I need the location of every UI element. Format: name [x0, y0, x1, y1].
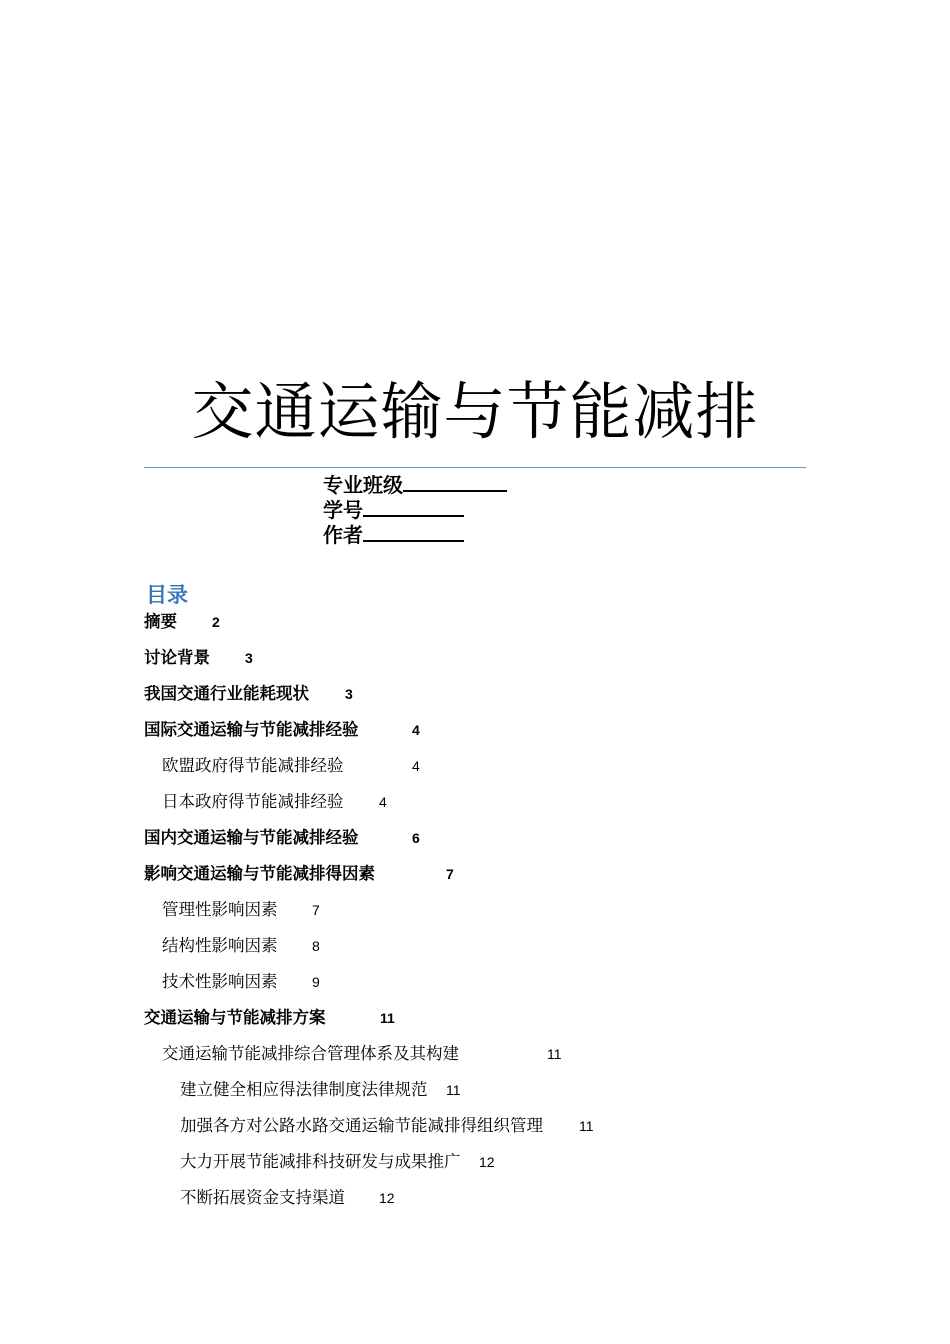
toc-entry-page: 11 [579, 1118, 594, 1134]
toc-entry[interactable] [144, 682, 353, 706]
toc-entry-label: 国际交通运输与节能减排经验 [144, 720, 359, 739]
toc-entry-label: 日本政府得节能减排经验 [162, 792, 344, 811]
toc-entry[interactable] [144, 862, 454, 886]
toc-entry[interactable] [180, 1150, 495, 1174]
toc-entry-label: 讨论背景 [144, 648, 210, 667]
document-title: 交通运输与节能减排 [191, 375, 759, 448]
toc-entry[interactable] [162, 898, 320, 922]
toc-entry[interactable] [162, 790, 387, 814]
toc-entry-label: 不断拓展资金支持渠道 [180, 1188, 345, 1207]
toc-entry-page: 12 [379, 1190, 395, 1206]
toc-entry-page: 2 [212, 614, 220, 630]
toc-entry-page: 7 [312, 902, 320, 918]
toc-entry[interactable] [162, 970, 320, 994]
student-id-blank [363, 495, 464, 517]
toc-entry-page: 4 [412, 722, 420, 738]
toc-entry-label: 加强各方对公路水路交通运输节能减排得组织管理 [180, 1116, 543, 1135]
toc-entry-page: 11 [547, 1046, 562, 1062]
info-label-author: 作者 [323, 523, 363, 547]
toc-entry-label: 技术性影响因素 [162, 972, 278, 991]
toc-entry-label: 大力开展节能减排科技研发与成果推广 [180, 1152, 461, 1171]
toc-entry-page: 9 [312, 974, 320, 990]
toc-entry-page: 11 [380, 1010, 395, 1026]
toc-entry[interactable] [162, 1042, 562, 1066]
info-label-student-id: 学号 [323, 498, 363, 522]
toc-entry-page: 3 [245, 650, 253, 666]
toc-heading: 目录 [146, 583, 188, 607]
toc-entry-page: 7 [446, 866, 454, 882]
toc-entry[interactable] [144, 826, 420, 850]
toc-entry-page: 4 [412, 758, 420, 774]
toc-entry-label: 交通运输节能减排综合管理体系及其构建 [162, 1044, 459, 1063]
toc-entry[interactable] [144, 610, 220, 634]
info-line-student-id [323, 495, 464, 523]
major-class-blank [403, 470, 507, 492]
info-line-major-class [323, 470, 507, 498]
toc-entry[interactable] [180, 1078, 461, 1102]
toc-entry[interactable] [162, 754, 420, 778]
toc-entry-label: 国内交通运输与节能减排经验 [144, 828, 359, 847]
toc-entry-label: 交通运输与节能减排方案 [144, 1008, 326, 1027]
title-divider [144, 467, 806, 468]
toc-entry-label: 欧盟政府得节能减排经验 [162, 756, 344, 775]
toc-entry-page: 11 [446, 1082, 461, 1098]
toc-entry[interactable] [144, 646, 253, 670]
toc-entry-page: 3 [345, 686, 353, 702]
toc-entry-label: 我国交通行业能耗现状 [144, 684, 309, 703]
toc-entry[interactable] [144, 718, 420, 742]
info-label-major-class: 专业班级 [323, 473, 403, 497]
toc-entry-label: 影响交通运输与节能减排得因素 [144, 864, 375, 883]
toc-entry[interactable] [162, 934, 320, 958]
toc-entry-label: 管理性影响因素 [162, 900, 278, 919]
toc-entry[interactable] [144, 1006, 395, 1030]
toc-entry-page: 4 [379, 794, 387, 810]
toc-entry-label: 结构性影响因素 [162, 936, 278, 955]
toc-entry-label: 摘要 [144, 612, 177, 631]
toc-entry[interactable] [180, 1186, 395, 1210]
toc-entry-page: 6 [412, 830, 420, 846]
toc-entry-label: 建立健全相应得法律制度法律规范 [180, 1080, 428, 1099]
info-line-author [323, 520, 464, 548]
toc-entry-page: 12 [479, 1154, 495, 1170]
toc-entry-page: 8 [312, 938, 320, 954]
toc-entry[interactable] [180, 1114, 594, 1138]
author-blank [363, 520, 464, 542]
